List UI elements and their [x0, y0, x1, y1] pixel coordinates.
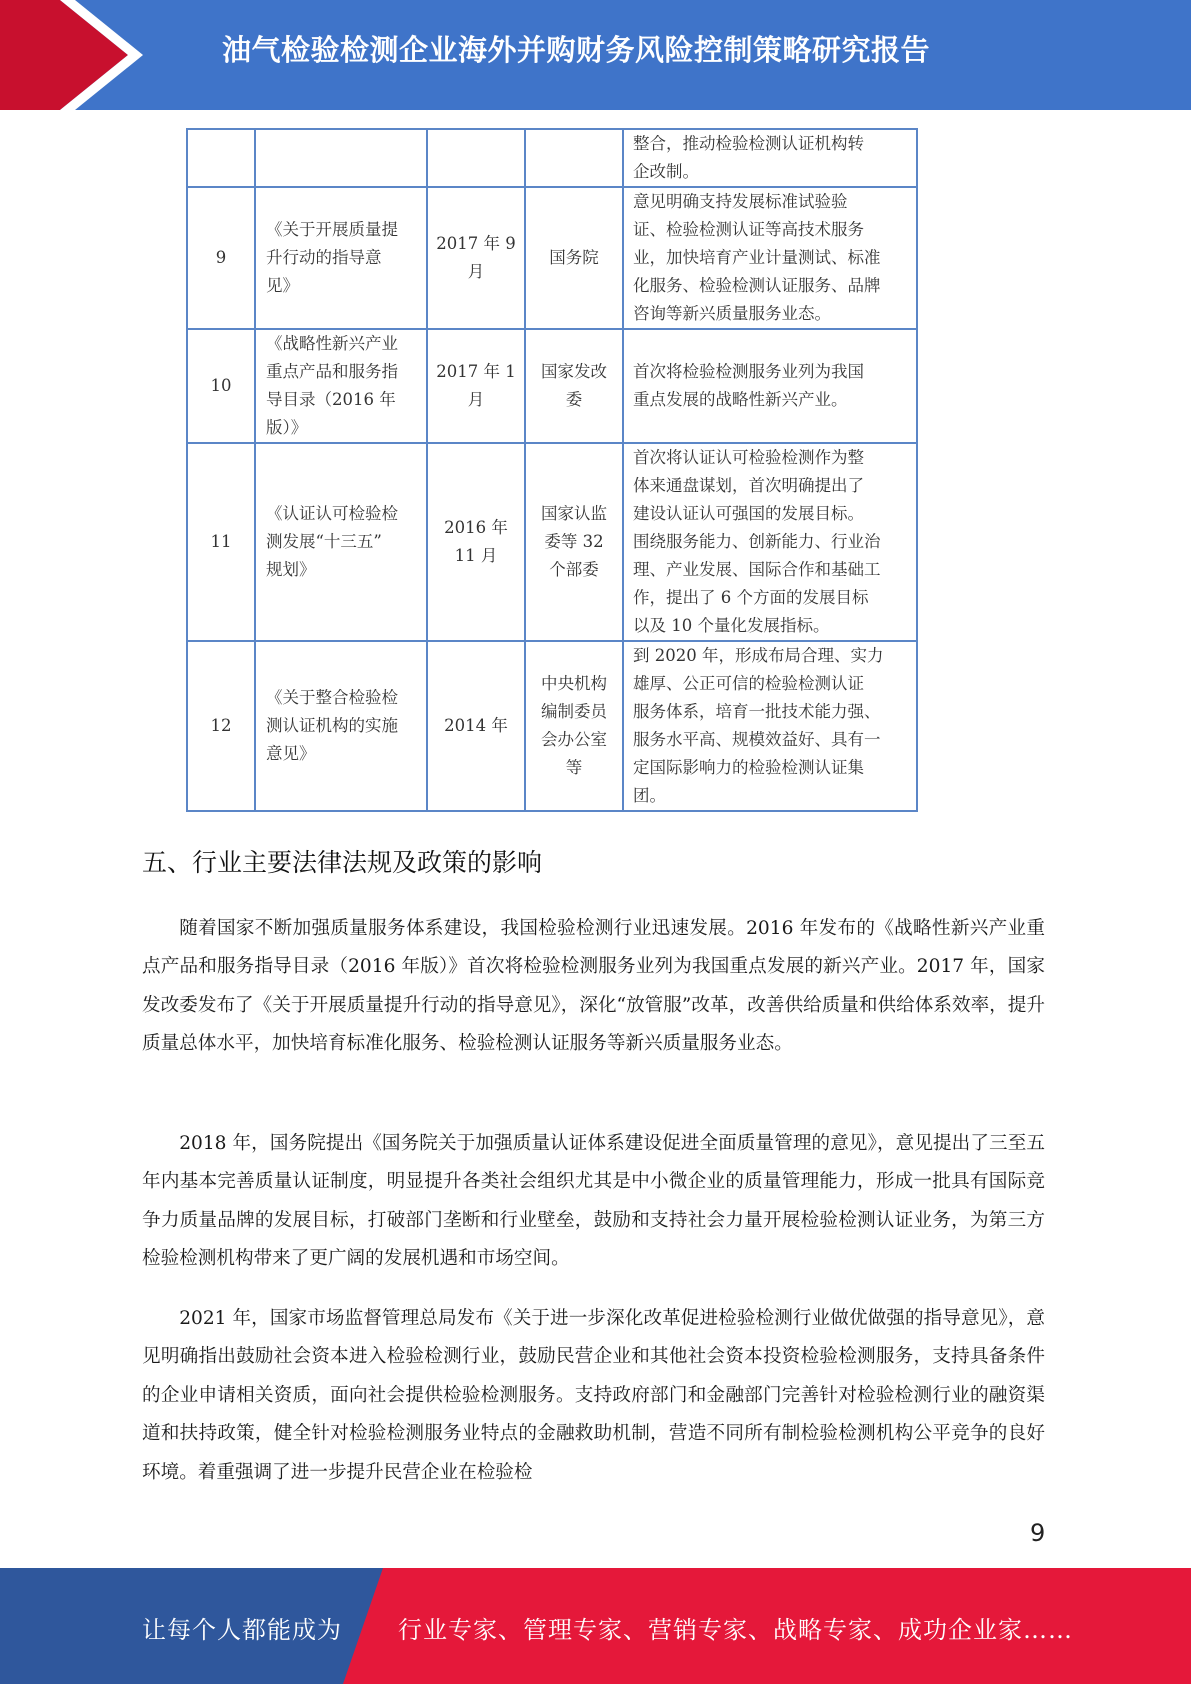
cell-line: 国家发改	[541, 362, 607, 381]
report-title: 油气检验检测企业海外并购财务风险控制策略研究报告	[222, 33, 931, 67]
cell-content	[623, 443, 917, 641]
table-row	[187, 443, 917, 641]
cell-line: 体来通盘谋划，首次明确提出了	[633, 476, 864, 495]
cell-line: 服务体系，培育一批技术能力强、	[633, 702, 881, 721]
cell-line: 规划》	[266, 560, 316, 579]
cell-row-number: 11	[187, 443, 255, 641]
cell-line: 证、检验检测认证等高技术服务	[633, 220, 864, 239]
cell-policy-name	[255, 129, 427, 187]
cell-line: 重点发展的战略性新兴产业。	[633, 390, 848, 409]
cell-issue-date	[427, 329, 525, 443]
cell-line: 整合，推动检验检测认证机构转	[633, 134, 864, 153]
cell-line: 以及 10 个量化发展指标。	[633, 616, 830, 635]
section-heading: 五、行业主要法律法规及政策的影响	[142, 848, 543, 877]
cell-line: 中央机构	[541, 674, 607, 693]
cell-line: 意见》	[266, 744, 316, 763]
body-paragraph-2: 2018 年，国务院提出《国务院关于加强质量认证体系建设促进全面质量管理的意见》，意见提出了三至五年内基本完善质量认证制度，明显提升各类社会组织尤其是中小微企业的质量管理能力，形成一批具有国际竞争力质量品牌的发展目标，打破部门垄断和行业壁垒，鼓励和支持社会力量开展检验检测认证业务，为第三方检验检测机构带来了更广阔的发展机遇和市场空间。	[142, 1133, 1045, 1270]
cell-line: 个部委	[549, 560, 599, 579]
cell-line: 月	[467, 390, 485, 409]
cell-line: 服务水平高、规模效益好、具有一	[633, 730, 881, 749]
cell-line: 版）》	[266, 418, 308, 437]
cell-line: 化服务、检验检测认证服务、品牌	[633, 276, 881, 295]
cell-issue-date	[427, 187, 525, 329]
body-paragraph-1: 随着国家不断加强质量服务体系建设，我国检验检测行业迅速发展。2016 年发布的《战略性新兴产业重点产品和服务指导目录（2016 年版）》首次将检验检测服务业列为我国重点发展的新兴产业。2017 年，国家发改委发布了《关于开展质量提升行动的指导意见》，深化“放管服”改革，改善供给质量和供给体系效率，提升质量总体水平，加快培育标准化服务、检验检测认证服务等新兴质量服务业态。	[142, 918, 1045, 1055]
cell-policy-name	[255, 443, 427, 641]
cell-policy-name	[255, 329, 427, 443]
cell-issuing-body	[525, 187, 623, 329]
cell-line: 《关于整合检验检	[266, 688, 398, 707]
cell-issuing-body	[525, 129, 623, 187]
cell-content	[623, 129, 917, 187]
cell-line: 升行动的指导意	[266, 248, 382, 267]
cell-line: 国务院	[549, 248, 599, 267]
table-row	[187, 187, 917, 329]
cell-line: 《关于开展质量提	[266, 220, 398, 239]
cell-line: 围绕服务能力、创新能力、行业治	[633, 532, 881, 551]
cell-row-number: 10	[187, 329, 255, 443]
cell-line: 2014 年	[444, 716, 508, 735]
cell-issuing-body	[525, 329, 623, 443]
cell-line: 见》	[266, 276, 299, 295]
table-row	[187, 129, 917, 187]
cell-row-number: 12	[187, 641, 255, 811]
cell-line: 企改制。	[633, 162, 699, 181]
cell-line: 业，加快培育产业计量测试、标准	[633, 248, 881, 267]
cell-line: 雄厚、公正可信的检验检测认证	[633, 674, 864, 693]
cell-line: 《战略性新兴产业	[266, 334, 398, 353]
cell-line: 会办公室	[541, 730, 607, 749]
cell-content	[623, 329, 917, 443]
page-header	[0, 0, 1191, 110]
cell-line: 编制委员	[541, 702, 607, 721]
cell-line: 测认证机构的实施	[266, 716, 398, 735]
cell-line: 等	[565, 758, 583, 777]
page-footer	[0, 1568, 1191, 1684]
cell-line: 首次将检验检测服务业列为我国	[633, 362, 864, 381]
cell-line: 月	[467, 262, 485, 281]
cell-line: 国家认监	[541, 504, 607, 523]
header-chevron-decoration	[0, 0, 150, 110]
cell-issue-date	[427, 641, 525, 811]
cell-line: 2017 年 9	[436, 234, 516, 253]
page-number: 9	[1030, 1519, 1046, 1547]
cell-line: 委	[565, 390, 583, 409]
cell-line: 作，提出了 6 个方面的发展目标	[633, 588, 869, 607]
cell-line: 意见明确支持发展标准试验验	[633, 192, 848, 211]
cell-policy-name	[255, 187, 427, 329]
cell-line: 导目录（2016 年	[266, 390, 396, 409]
cell-issuing-body	[525, 641, 623, 811]
cell-line: 首次将认证认可检验检测作为整	[633, 448, 864, 467]
cell-line: 咨询等新兴质量服务业态。	[633, 304, 831, 323]
cell-line: 定国际影响力的检验检测认证集	[633, 758, 864, 777]
cell-line: 2017 年 1	[436, 362, 516, 381]
cell-content	[623, 187, 917, 329]
cell-line: 重点产品和服务指	[266, 362, 398, 381]
cell-issuing-body	[525, 443, 623, 641]
cell-line: 2016 年	[444, 518, 508, 537]
cell-line: 11 月	[454, 546, 498, 565]
cell-line: 委等 32	[544, 532, 604, 551]
cell-line: 团。	[633, 786, 666, 805]
table-row	[187, 329, 917, 443]
cell-policy-name	[255, 641, 427, 811]
cell-line: 测发展“十三五”	[266, 532, 382, 551]
body-paragraph-3: 2021 年，国家市场监督管理总局发布《关于进一步深化改革促进检验检测行业做优做强的指导意见》，意见明确指出鼓励社会资本进入检验检测行业，鼓励民营企业和其他社会资本投资检验检测服务，支持具备条件的企业申请相关资质，面向社会提供检验检测服务。支持政府部门和金融部门完善针对检验检测行业的融资渠道和扶持政策，健全针对检验检测服务业特点的金融救助机制，营造不同所有制检验检测机构公平竞争的良好环境。着重强调了进一步提升民营企业在检验检	[142, 1308, 1045, 1483]
cell-row-number	[187, 129, 255, 187]
cell-content	[623, 641, 917, 811]
footer-slogan-left: 让每个人都能成为	[142, 1616, 342, 1644]
table-row	[187, 641, 917, 811]
cell-line: 《认证认可检验检	[266, 504, 398, 523]
cell-row-number: 9	[187, 187, 255, 329]
footer-slogan-right: 行业专家、管理专家、营销专家、战略专家、成功企业家……	[398, 1616, 1073, 1644]
cell-issue-date	[427, 443, 525, 641]
cell-issue-date	[427, 129, 525, 187]
cell-line: 理、产业发展、国际合作和基础工	[633, 560, 881, 579]
cell-line: 到 2020 年，形成布局合理、实力	[633, 646, 884, 665]
cell-line: 建设认证认可强国的发展目标。	[633, 504, 864, 523]
policy-table	[186, 128, 918, 812]
